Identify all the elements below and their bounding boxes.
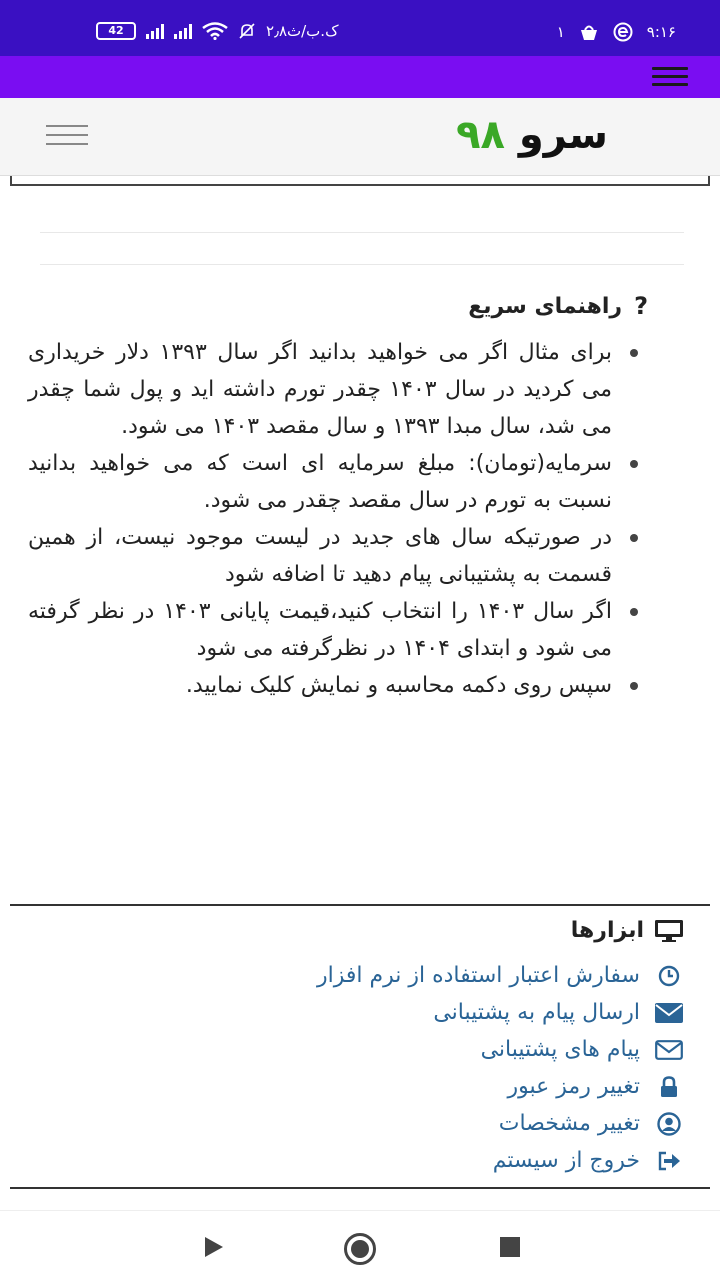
- guide-title-text: راهنمای سریع: [468, 293, 623, 319]
- divider: [40, 264, 684, 265]
- link-label: سفارش اعتبار استفاده از نرم افزار: [316, 963, 640, 988]
- clock-icon: [654, 965, 684, 987]
- list-item: سرمایه(تومان): مبلغ سرمایه ای است که می خواهید بدانید نسبت به تورم در سال مقصد چقدر می شود.: [28, 445, 612, 519]
- user-circle-icon: [654, 1112, 684, 1136]
- tools-section: [44, 918, 684, 1179]
- list-item: اگر سال ۱۴۰۳ را انتخاب کنید،قیمت پایانی ۱۴۰۳ در نظر گرفته می شود و ابتدای ۱۴۰۴ در نظرگرفته می شود: [28, 593, 612, 667]
- sign-out-icon: [654, 1151, 684, 1171]
- logo-word: سرو: [518, 112, 608, 158]
- link-label: خروج از سیستم: [492, 1148, 640, 1173]
- notification-count: ۱: [556, 23, 565, 41]
- divider: [40, 232, 684, 233]
- link-label: ارسال پیام به پشتیبانی: [433, 1000, 640, 1025]
- lock-icon: [654, 1076, 684, 1098]
- envelope-filled-icon: [654, 1003, 684, 1023]
- tools-title-text: ابزارها: [570, 918, 644, 943]
- link-label: تغییر مشخصات: [498, 1111, 640, 1136]
- list-item: در صورتیکه سال های جدید در لیست موجود نیست، از همین قسمت به پشتیبانی پیام دهید تا اضافه شود: [28, 519, 612, 593]
- link-logout[interactable]: [44, 1142, 684, 1179]
- link-label: تغییر رمز عبور: [507, 1074, 640, 1099]
- section-divider: [10, 1187, 710, 1189]
- clock-time: ۹:۱۶: [646, 23, 676, 41]
- logo[interactable]: [456, 112, 608, 158]
- home-icon[interactable]: [344, 1233, 376, 1265]
- guide-title: [28, 292, 648, 320]
- list-item: سپس روی دکمه محاسبه و نمایش کلیک نمایید.: [28, 667, 612, 704]
- link-order-credit[interactable]: [44, 957, 684, 994]
- panel-frame: [10, 176, 710, 186]
- app-e-icon: [613, 22, 633, 42]
- back-icon[interactable]: [203, 1235, 225, 1259]
- battery-icon: 42: [96, 22, 136, 40]
- list-item: برای مثال اگر می خواهید بدانید اگر سال ۱۳۹۳ دلار خریداری می کردید در سال ۱۴۰۳ چقدر تورم داشته اید و پول شما چقدر می شد، سال مبدا ۱۳۹۳ و سال مقصد ۱۴۰۳ می شود.: [28, 334, 612, 445]
- question-icon: ?: [634, 292, 648, 320]
- status-left: [96, 22, 339, 40]
- quick-guide: [28, 292, 648, 704]
- signal-icon: [146, 23, 164, 39]
- basket-icon: [579, 23, 599, 41]
- link-change-password[interactable]: [44, 1068, 684, 1105]
- guide-list: [28, 334, 648, 704]
- link-label: پیام های پشتیبانی: [480, 1037, 640, 1062]
- envelope-outline-icon: [654, 1040, 684, 1060]
- wifi-icon: [202, 22, 228, 40]
- menu-icon[interactable]: [652, 67, 688, 91]
- recent-apps-icon[interactable]: [500, 1237, 520, 1257]
- tools-title: [44, 918, 684, 943]
- tools-list: [44, 957, 684, 1179]
- link-edit-profile[interactable]: [44, 1105, 684, 1142]
- monitor-icon: [654, 919, 684, 943]
- section-divider: [10, 904, 710, 906]
- bell-muted-icon: [238, 22, 256, 40]
- link-send-support-message[interactable]: [44, 994, 684, 1031]
- app-bar: [0, 56, 720, 98]
- signal-2-icon: [174, 23, 192, 39]
- site-header: [0, 98, 720, 176]
- system-nav-bar: [0, 1210, 720, 1280]
- link-support-messages[interactable]: [44, 1031, 684, 1068]
- status-bar: [0, 0, 720, 56]
- status-right: [557, 22, 676, 42]
- logo-number: ۹۸: [456, 112, 505, 158]
- data-speed: ۲٫۸ک.ب/ث: [266, 22, 339, 40]
- nav-toggle-icon[interactable]: [46, 125, 88, 152]
